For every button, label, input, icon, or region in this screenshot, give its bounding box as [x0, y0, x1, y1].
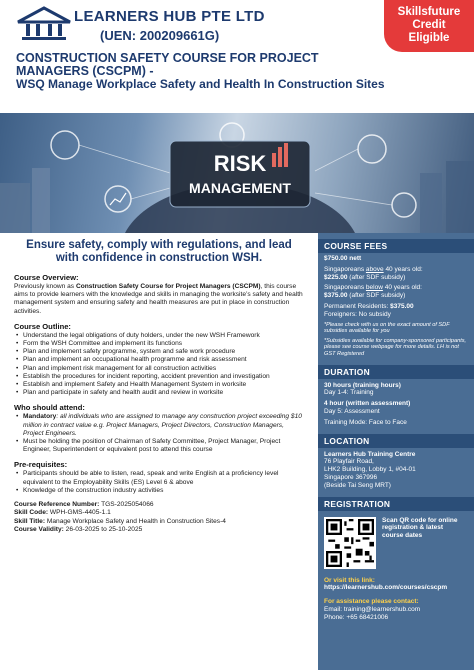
skillsfuture-badge: [384, 0, 474, 52]
fees-text: below: [365, 284, 383, 292]
fees-text: (after SDF subsidy): [347, 273, 406, 281]
qr-code[interactable]: [324, 517, 376, 569]
badge-line: Skillsfuture: [397, 6, 461, 18]
list-item: • Form the WSH Committee and implement its functions: [14, 340, 304, 348]
visit-label: Or visit this link:: [324, 576, 375, 584]
banner-image: [0, 113, 474, 233]
list-item: • Plan and participate in safety and health audit and review in worksite: [14, 389, 304, 397]
logo: [14, 6, 74, 42]
fees-above-40: [324, 266, 468, 282]
list-item: • Plan and implement safety programme, system and safe work procedure: [14, 348, 304, 356]
fees-foreigners: Foreigners: No subsidy: [324, 310, 391, 318]
address-line: 76 Playfair Road,: [324, 458, 374, 466]
fees-text: Permanent Residents:: [324, 302, 391, 310]
prereq-heading: Pre-requisites:: [14, 460, 68, 470]
fees-note: *Subsidies available for company-sponsored participants, please see course webpage for more details. LH is not GST Registered: [324, 337, 467, 357]
fees-below-40: [324, 284, 468, 300]
attend-list: [14, 413, 304, 454]
address-line: Singapore 367996: [324, 473, 378, 481]
list-item: • Establish and implement Safety and Health Management System in worksite: [14, 381, 304, 389]
location-heading: LOCATION: [318, 434, 474, 448]
duration-assessment: [324, 400, 468, 416]
uen: (UEN: 200209661G): [100, 28, 220, 43]
badge-line: Eligible: [408, 32, 450, 44]
list-item: [14, 413, 304, 438]
list-item: • Understand the legal obligations of duty holders, under the new WSH Framework: [14, 332, 304, 340]
fees-heading: COURSE FEES: [318, 239, 474, 253]
course-references: [14, 501, 304, 535]
attend-heading: Who should attend:: [14, 403, 85, 413]
contact-email[interactable]: Email: training@learnershub.com: [324, 605, 421, 613]
overview-text-c: , this course aims to provide learners with the knowledge and skills in managing the worksite’s safety and health management system and ensuring safety and health measures are put in place in construction activities.: [14, 283, 303, 315]
course-reference-number: [14, 501, 304, 509]
address-line: (Beside Tai Seng MRT): [324, 481, 391, 489]
qr-code-icon: [326, 519, 374, 567]
ref-value: WPH-GMS-4405-1.1: [48, 509, 111, 517]
fees-price: $375.00: [324, 292, 348, 300]
risk-management-illustration: [0, 113, 474, 233]
location-name: Learners Hub Training Centre: [324, 450, 416, 458]
prereq-list: [14, 470, 304, 495]
badge-line: Credit: [412, 19, 446, 31]
overview-text-a: Previously known as: [14, 283, 76, 290]
fees-text: Singaporeans: [324, 284, 366, 292]
list-item: • Establish the procedures for incident reporting, accident prevention and investigation: [14, 373, 304, 381]
fees-pr: [324, 303, 468, 311]
banner-sign-line1: RISK: [213, 151, 267, 176]
contact-phone[interactable]: Phone: +65 68421006: [324, 613, 389, 621]
course-validity: [14, 526, 304, 534]
mandatory-text: : all individuals who are assigned to manage any construction project exceeding $10 million in contract value e.g. Project Managers, Project Directors, Construction Managers, Project Engineers.: [23, 413, 302, 437]
skill-code: [14, 509, 304, 517]
list-item: • Participants should be able to listen, read, speak and write English at a proficiency level equivalent to the Employability Skills (ES) Level 6 & above: [14, 470, 304, 486]
registration-heading: REGISTRATION: [318, 497, 474, 511]
ref-label: Course Reference Number:: [14, 501, 100, 509]
skill-title: [14, 518, 304, 526]
house-logo-icon: [14, 6, 74, 42]
assist-label: For assistance please contact:: [324, 598, 419, 606]
outline-list: [14, 332, 304, 398]
banner-sign-line2: MANAGEMENT: [189, 180, 291, 196]
list-item: • Knowledge of the construction industry activities: [14, 487, 304, 495]
list-item: • Plan and implement an occupational health programme and risk assessment: [14, 356, 304, 364]
duration-heading: DURATION: [318, 365, 474, 379]
fees-text: above: [365, 265, 384, 273]
qr-instructions: Scan QR code for online registration & latest course dates: [382, 516, 458, 540]
ref-value: Manage Workplace Safety and Health in Construction Sites-4: [45, 517, 226, 525]
duration-training: [324, 382, 468, 398]
fees-price: $225.00: [324, 273, 348, 281]
main-content: [0, 233, 318, 670]
duration-days: Day 1-4: Training: [324, 389, 374, 397]
ref-value: TGS-2025054066: [99, 501, 154, 509]
course-title: CONSTRUCTION SAFETY COURSE FOR PROJECT MANAGERS (CSCPM) -: [16, 51, 319, 78]
registration-link[interactable]: https://learnershub.com/courses/cscpm: [324, 584, 448, 592]
list-item: • Must be holding the position of Chairman of Safety Committee, Project Manager, Project Engineer, Superintendent or equivalent post to attend this course: [14, 438, 304, 454]
overview-course-name: Construction Safety Course for Project Managers (CSCPM): [75, 283, 261, 290]
fees-price: $375.00: [390, 302, 414, 310]
tagline: Ensure safety, comply with regulations, and lead with confidence in construction WSH.: [26, 239, 292, 264]
duration-days: Day 5: Assessment: [324, 407, 380, 415]
ref-label: Skill Title:: [14, 517, 46, 525]
org-name: LEARNERS HUB PTE LTD: [74, 8, 265, 25]
registration-block: [324, 517, 468, 569]
fees-note: *Please check with us on the exact amount of SDF subsidies available for you: [324, 321, 450, 335]
info-sidebar: [318, 233, 474, 670]
ref-label: Skill Code:: [14, 509, 49, 517]
fees-nett-value: $750.00 nett: [324, 255, 362, 262]
location-address: [324, 451, 468, 490]
overview-text: [14, 283, 304, 316]
header: [0, 0, 474, 112]
fees-text: Singaporeans: [324, 265, 366, 273]
outline-heading: Course Outline:: [14, 321, 71, 331]
mandatory-label: Mandatory: [23, 413, 57, 421]
ref-label: Course Validity:: [14, 526, 64, 534]
address-line: LHK2 Building, Lobby 1, #04-01: [324, 466, 416, 474]
fees-text: 40 years old:: [382, 284, 422, 292]
duration-hours: 30 hours (training hours): [324, 381, 401, 389]
overview-heading: Course Overview:: [14, 273, 79, 282]
course-subtitle: WSQ Manage Workplace Safety and Health In Construction Sites: [16, 77, 385, 91]
duration-hours: 4 hour (written assessment): [324, 400, 411, 408]
training-mode: Training Mode: Face to Face: [324, 418, 407, 426]
fees-text: 40 years old:: [383, 265, 423, 273]
ref-value: 26-03-2025 to 25-10-2025: [63, 526, 143, 534]
fees-text: (after SDF subsidy): [347, 292, 406, 300]
list-item: • Plan and implement risk management for all construction activities: [14, 365, 304, 373]
fees-nett: [324, 255, 468, 263]
